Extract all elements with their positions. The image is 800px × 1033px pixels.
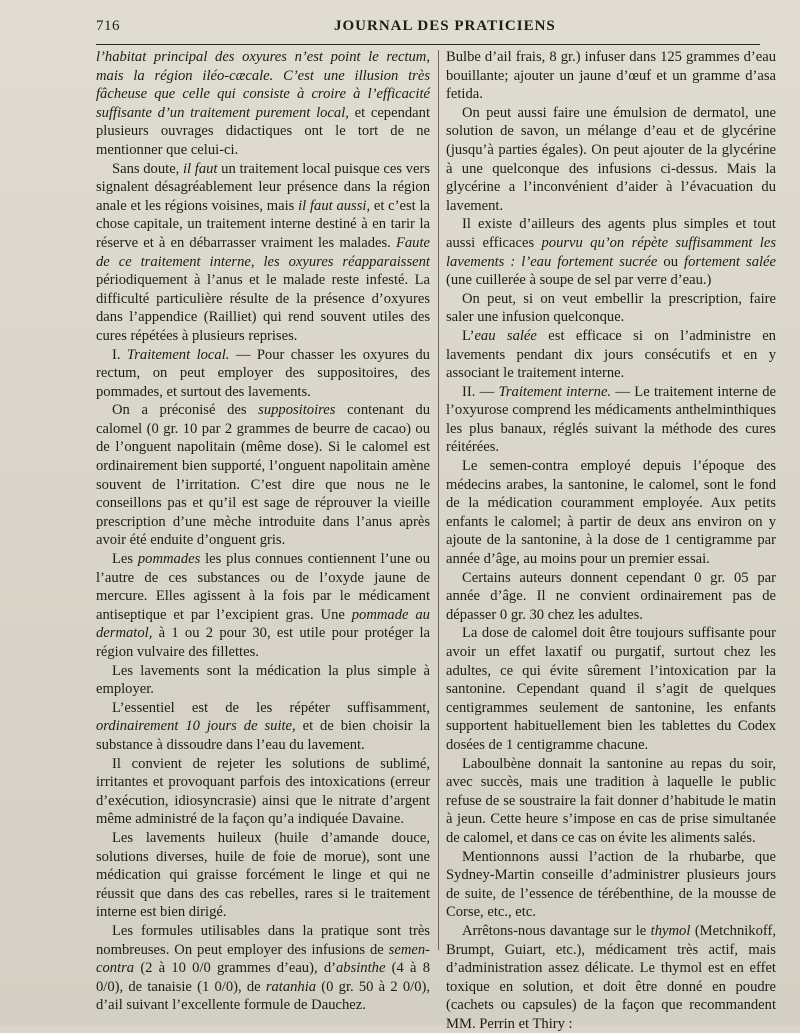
text: (2 à 10 0/0 grammes d’eau), d’ [134,960,336,977]
page-number: 716 [96,18,120,34]
left-column [96,48,430,1015]
text: est efficace si on l’administre en lavements pendant dix jours consécutifs et en y associant le traitement interne. [446,327,776,382]
section-heading: Traitement local. [126,346,230,363]
text: et c’est la chose capitale, un traitement interne destiné à en tarir la réserve et à en débarrasser vraiment les malades. [96,197,431,251]
paragraph [96,550,430,662]
text: contenant du calomel (0 gr. 10 par 2 grammes de beurre de cacao) ou de l’onguent napolitain (même dose). Si le calomel est ordinairement bien supporté, l’onguent napolitain amène souvent de l’irritation. C’est dire que nous ne le conseillons pas et qu’il est sage de réprouver la vieille prescription d’une mèche introduite dans l’anus après avoir été enduite d’onguent gris. [96,402,430,549]
text: On a préconisé des [112,402,259,419]
text: Les formules utilisables dans la pratique sont très nombreuses. On peut employer des infusions de [96,922,430,958]
text: Les [112,551,138,568]
right-column [446,48,776,1033]
paragraph [446,215,776,289]
italic-text: il faut [183,160,218,177]
text: (une cuillerée à soupe de sel par verre d’eau.) [446,272,712,289]
italic-text: Faute de ce traitement interne, les oxyures réapparaissent [96,234,430,270]
text: (0 gr. 50 à 2 0/0), d’ail suivant l’excellente formule de Dauchez. [96,978,430,1014]
italic-text: ratanhia [265,978,317,995]
section-heading: Traitement interne. [498,383,612,400]
text: périodiquement à l’anus et le malade reste infesté. La difficulté particulière résulte de la présence d’oxyures dans l’appendice (Railliet) qui rend souvent utiles des cures répétées à plusieurs reprises. [96,272,430,344]
text: Il existe d’ailleurs des agents plus simples et tout aussi efficaces [446,216,776,251]
paragraph: Les lavements sont la médication la plus simple à employer. [96,662,430,698]
italic-text: thymol [650,922,691,939]
italic-text: fortement salée [684,253,777,270]
text: II. — [462,383,499,400]
paragraph [446,383,776,457]
text: L’essentiel est de les répéter suffisamment, [112,699,430,716]
column-divider [438,50,439,950]
paragraph [96,346,430,402]
text: (Metchnikoff, Brumpt, Guiart, etc.), médicament très actif, mais d’administration assez délicate. Le thymol est en effet toxique en solution, et doit être donné en poudre (cachets ou capsules) de la façon que recommandent MM. Perrin et Thiry : [446,922,777,1032]
text: — Le traitement interne de l’oxyurose comprend les médicaments anthelminthiques les plus banaux, réglés suivant la méthode des cures réitérées. [446,383,776,456]
italic-text: pourvu qu’on répète suffisamment les lavements : l’eau fortement sucrée [446,234,777,270]
italic-text: ordinairement 10 jours de suite, [96,718,296,735]
italic-text: il faut aussi, [298,197,371,214]
paragraph: Le semen-contra employé depuis l’époque des médecins arabes, la santonine, le calomel, sont le fond de la médication couramment employée. Aux petits enfants le calomel; à partir de deux ans environ on y ajoute de la santonine, à la dose de 1 centigramme par année d’âge, au moins pour un premier essai. [446,458,776,568]
italic-text: absinthe [335,960,386,977]
paragraph [96,160,430,346]
italic-text: pommade au dermatol, [96,606,430,642]
paragraph: On peut aussi faire une émulsion de dermatol, une solution de savon, un mélange d’eau et de glycérine (jusqu’à parties égales). On peut ajouter de la glycérine à une quelconque des infusions ci-dessus. Mais la glycérine a l’inconvénient d’aider à l’évacuation du lavement. [446,104,776,214]
text: et cependant plusieurs ouvrages didactiques ont le tort de ne mentionner que celui-ci. [96,104,430,158]
paragraph: La dose de calomel doit être toujours suffisante pour avoir un effet laxatif ou purgatif, surtout chez les adultes, ce qui évite sûrement l’intoxication par la santonine. Cependant quand il s’agit de quelques centigrammes seulement de santonine, les enfants supportent habituellement bien les tablettes du Codex dosées de 1 centigramme chacune. [446,625,776,753]
text: un traitement local puisque ces vers signalent désagréablement leur présence dans la région anale et les régions voisines, mais [96,160,430,214]
text: les plus connues contiennent l’une ou l’autre de ces substances ou de l’oxyde jaune de mercure. Elles agissent à la fois par le médicament antiseptique et par l’excipient gras. Une [96,551,430,623]
paragraph: Mentionnons aussi l’action de la rhubarbe, que Sydney-Martin conseille d’administrer plusieurs jours de suite, de l’essence de térébenthine, de la mousse de Corse, etc., etc. [446,848,776,921]
paragraph: Les lavements huileux (huile d’amande douce, solutions diverses, huile de foie de morue), sont une médication qui graisse forcément le linge et qui ne réussit que dans des cas rebelles, rares si le traitement interne est bien dirigé. [96,829,430,921]
text: Sans doute, [112,160,183,177]
paragraph [446,922,776,1033]
paragraph: Certains auteurs donnent cependant 0 gr. 05 par année d’âge. Il ne convient ordinairement pas de dépasser 0 gr. 30 chez les adultes. [446,569,776,623]
page-header [96,18,756,40]
header-rule [96,44,760,45]
text: I. [112,346,127,363]
italic-text: eau salée [474,327,537,344]
paragraph [96,401,430,550]
italic-text: l’habitat principal des oxyures n’est point le rectum, mais la région iléo-cæcale. C’est une illusion très fâcheuse que celle qui consiste à croire à l’efficacité suffisante d’un traitement purement local, [96,49,430,121]
journal-title: JOURNAL DES PRATICIENS [334,18,556,34]
text: (4 à 8 0/0), de tanaisie (1 0/0), de [96,960,430,995]
paragraph: Il convient de rejeter les solutions de sublimé, irritantes et provoquant parfois des intoxications (erreur d’exécution, idiosyncrasie) ainsi que le nitrate d’argent même administré de la façon qu’a indiquée Davaine. [96,755,430,828]
italic-text: suppositoires [258,402,336,419]
text: L’ [462,327,475,344]
text: Arrêtons-nous davantage sur le [462,922,651,939]
paragraph: On peut, si on veut embellir la prescription, faire saler une infusion quelconque. [446,290,776,326]
paragraph [96,48,430,160]
text: — Pour chasser les oxyures du rectum, on peut employer des suppositoires, des pommades, et surtout des lavements. [96,346,430,400]
paragraph [96,922,430,1015]
text: ou [657,253,685,270]
paragraph: Laboulbène donnait la santonine au repas du soir, avec succès, mais une tradition à laquelle le public refuse de se soustraire la fait donner d’habitude le matin à jeun. Cette heure s’impose en cas de prise simultanée de calomel, et dans ce cas on évite les aliments salés. [446,755,776,846]
text: et de bien choisir la substance à dissoudre dans l’eau du lavement. [96,718,430,753]
paragraph [446,327,776,383]
paragraph [96,699,430,755]
italic-text: semen-contra [96,941,430,977]
paragraph: Bulbe d’ail frais, 8 gr.) infuser dans 125 grammes d’eau bouillante; ajouter un jaune d’œuf et un gramme d’asa fetida. [446,49,776,103]
italic-text: pommades [137,551,201,568]
text: à 1 ou 2 pour 30, est utile pour protéger la région vulvaire des fillettes. [96,625,430,660]
